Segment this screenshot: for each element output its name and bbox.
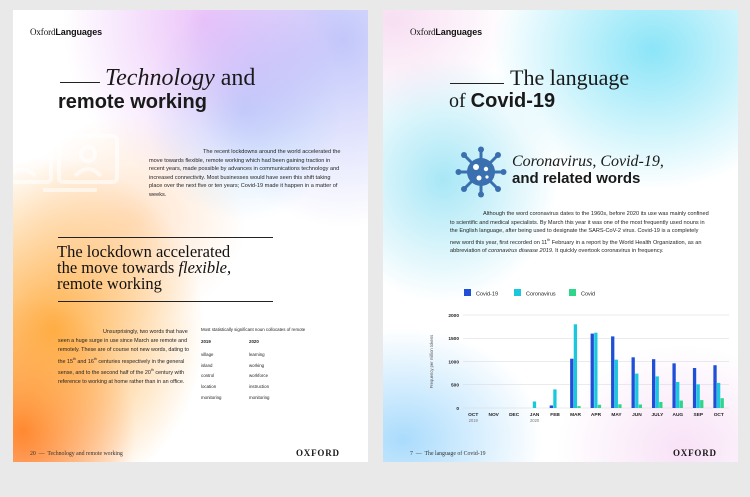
page-title-line2: of Covid-19 <box>449 90 556 112</box>
bar-coronavirus-aug <box>676 382 679 408</box>
intro-paragraph: The recent lockdowns around the world accelerated the move towards flexible, remote working which had been gaining traction in recent years, made possible by advances in communications technology and increased connectivity. Most businesses would have seen this shift taking place over the next five or ten years; Covid-19 made it happen in a matter of weeks. <box>149 149 341 198</box>
legend-label: Covid <box>581 291 596 298</box>
collocate-2019: location <box>201 383 217 389</box>
subtitle-line2: and related words <box>512 170 641 187</box>
collocates-row <box>201 382 341 393</box>
right-page <box>383 10 738 462</box>
oxford-languages-logo: OxfordLanguages <box>30 27 103 37</box>
bar-covid-apr <box>598 405 601 408</box>
pullquote-top-rule <box>58 237 273 238</box>
bar-covid-july <box>659 402 662 408</box>
pullquote <box>57 244 231 292</box>
x-tick-label: JUN <box>632 413 642 418</box>
legend-swatch-coronavirus <box>514 289 521 296</box>
collocates-header-2020: 2020 <box>249 338 259 344</box>
collocate-2019: village <box>201 352 214 358</box>
left-page <box>13 10 368 462</box>
collocate-2020: working <box>249 362 265 368</box>
x-tick-label: DEC <box>509 413 520 418</box>
page-title-line1: The language <box>510 65 630 90</box>
bar-covid-19-sep <box>693 368 696 408</box>
bar-coronavirus-may <box>615 360 618 408</box>
right-footer: 7 — The language of Covid-19 <box>410 451 486 457</box>
legend-swatch-covid <box>569 289 576 296</box>
bar-covid-oct <box>721 398 724 408</box>
left-footer: 20 — Technology and remote working <box>30 451 123 457</box>
bar-coronavirus-sep <box>697 384 700 408</box>
page-title-line1: Technology and <box>105 65 256 91</box>
x-tick-label: APR <box>590 413 602 418</box>
x-tick-label: OCT <box>468 413 479 418</box>
collocate-2019: control <box>201 373 215 379</box>
oxford-languages-logo: OxfordLanguages <box>410 27 483 37</box>
virus-icon <box>455 146 507 198</box>
collocate-2020: instruction <box>249 383 270 389</box>
x-tick-label: OCT <box>713 413 724 418</box>
collocates-header-row <box>201 337 341 348</box>
bar-covid-may <box>618 404 621 408</box>
x-year-label: 2020 <box>529 418 540 423</box>
collocate-2020: workforce <box>249 373 269 379</box>
oxford-footer-logo: OXFORD <box>296 448 340 458</box>
collocates-row <box>201 350 341 361</box>
pullquote-line1: The lockdown accelerated <box>57 242 231 261</box>
bar-coronavirus-feb <box>553 389 556 408</box>
subtitle-line1: Coronavirus, Covid-19, <box>512 153 664 170</box>
legend-swatch-covid-19 <box>464 289 471 296</box>
bar-covid-sep <box>700 400 703 408</box>
x-tick-label: JAN <box>529 413 540 418</box>
x-tick-label: AUG <box>672 413 684 418</box>
collocates-row <box>201 393 341 404</box>
bar-covid-mar <box>577 406 580 408</box>
bar-coronavirus-july <box>656 376 659 408</box>
pullquote-bottom-rule <box>58 301 273 302</box>
title-rule <box>60 82 100 83</box>
collocate-2020: learning <box>249 352 265 358</box>
x-tick-label: SEP <box>693 413 704 418</box>
legend-label: Coronavirus <box>526 291 556 298</box>
bar-covid-19-apr <box>591 334 594 408</box>
bar-covid-19-july <box>652 359 655 408</box>
y-tick-label: 2000 <box>448 313 459 319</box>
y-tick-label: 1000 <box>448 360 459 366</box>
covid-paragraph: Although the word coronavirus dates to the 1960s, before 2020 its use was mainly confined to scientific and medical specialists. By March this year it was one of the most frequently used nouns in the English language, after being used to designate the SARS-CoV-2 virus. Covid-19 is a completely new word this year, first recorded on 11th February in a report by the World Health Organization, as an abbreviation of coronavirus disease 2019. It quickly overtook coronavirus in frequency. <box>450 211 709 255</box>
video-call-icon <box>13 130 163 200</box>
y-tick-label: 500 <box>450 383 459 389</box>
bar-covid-19-jun <box>632 357 635 408</box>
collocates-caption: Most statistically significant noun collocates of remote <box>201 327 306 332</box>
bar-covid-19-may <box>611 336 614 408</box>
pullquote-line3: remote working <box>57 274 162 293</box>
collocates-table <box>201 325 341 403</box>
y-axis-label: Frequency per million tokens <box>429 334 434 389</box>
bar-coronavirus-jun <box>635 374 638 408</box>
collocate-2019: monitoring <box>201 394 222 400</box>
bar-covid-19-aug <box>672 363 675 408</box>
x-year-label: 2019 <box>468 418 478 423</box>
body-paragraph: Unsurprisingly, two words that have seen a huge surge in use since March are remote and remotely. These are of course not new words, dating to the 15th and 16th centuries respectively in the general sense, and to the second half of the 20th century with reference to working at home rather than in an office. <box>58 329 190 386</box>
legend-label: Covid-19 <box>476 291 499 298</box>
x-tick-label: JULY <box>651 413 664 418</box>
collocate-2020: monitoring <box>249 394 270 400</box>
x-tick-label: MAY <box>611 413 622 418</box>
bar-covid-19-oct <box>713 365 716 408</box>
collocate-2019: island <box>201 362 213 368</box>
y-tick-label: 1500 <box>448 337 459 343</box>
bar-covid-aug <box>680 401 683 408</box>
bar-coronavirus-jan <box>533 401 536 408</box>
bar-coronavirus-mar <box>574 324 577 408</box>
pullquote-line2: the move towards flexible, <box>57 258 232 277</box>
collocates-row <box>201 361 341 372</box>
bar-coronavirus-apr <box>594 333 597 408</box>
collocates-header-2019: 2019 <box>201 338 211 344</box>
title-rule <box>450 83 504 84</box>
x-tick-label: MAR <box>570 413 582 418</box>
bar-covid-19-mar <box>570 359 573 408</box>
y-tick-label: 0 <box>456 406 459 412</box>
oxford-footer-logo: OXFORD <box>673 448 717 458</box>
bar-covid-jun <box>639 405 642 408</box>
x-tick-label: FEB <box>550 413 560 418</box>
page-title-line2: remote working <box>58 91 207 113</box>
bar-covid-19-feb <box>550 405 553 408</box>
frequency-chart <box>419 285 737 425</box>
x-tick-label: NOV <box>488 413 499 418</box>
bar-coronavirus-oct <box>717 383 720 408</box>
collocates-row <box>201 371 341 382</box>
